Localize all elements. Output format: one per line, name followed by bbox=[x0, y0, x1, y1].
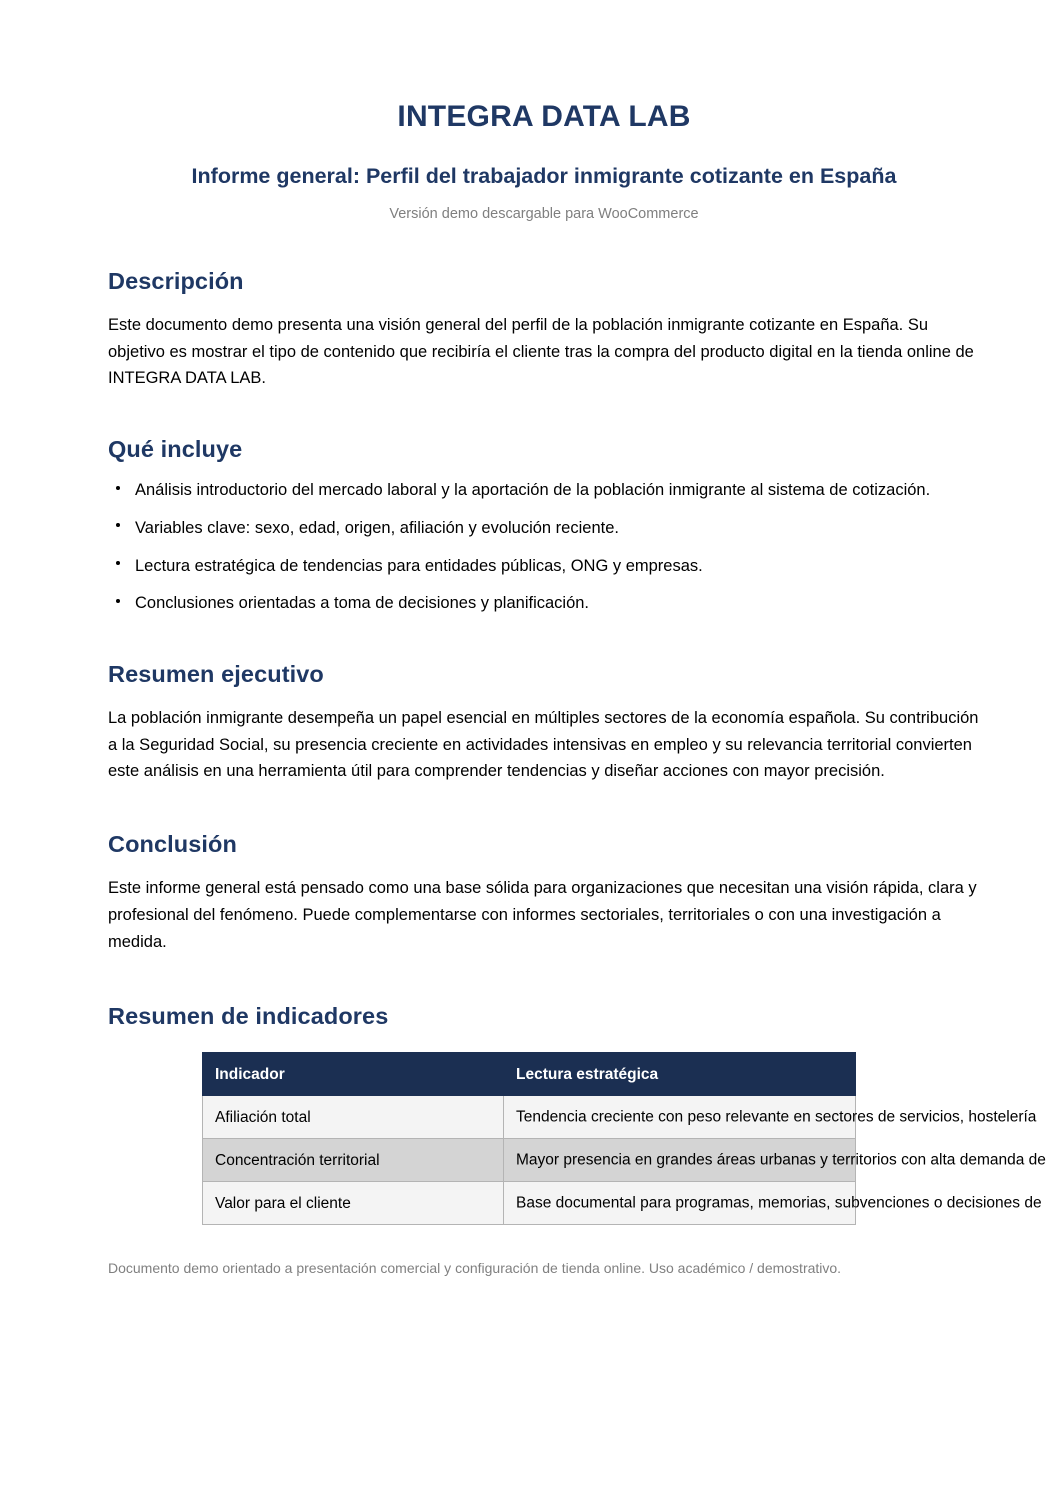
indicadores-table bbox=[202, 1052, 1046, 1225]
cell-lectura-text: Tendencia creciente con peso relevante en sectores de servicios, hostelería bbox=[516, 1108, 1037, 1126]
list-item-label: Lectura estratégica de tendencias para entidades públicas, ONG y empresas. bbox=[135, 556, 703, 575]
document-subtitle: Informe general: Perfil del trabajador inmigrante cotizante en España bbox=[191, 164, 897, 188]
table-row bbox=[203, 1182, 856, 1225]
cell-lectura bbox=[504, 1139, 1046, 1182]
list-item bbox=[108, 590, 980, 617]
list-item-label: Conclusiones orientadas a toma de decisiones y planificación. bbox=[135, 594, 590, 613]
que-incluye-list bbox=[108, 463, 980, 617]
cell-indicador: Valor para el cliente bbox=[203, 1182, 504, 1225]
table-header-row bbox=[203, 1053, 856, 1096]
document-tagline: Versión demo descargable para WooCommerce bbox=[389, 206, 699, 222]
section-paragraph-resumen-ejecutivo: La población inmigrante desempeña un papel esencial en múltiples sectores de la economía española. Su contribución a la Seguridad Social, su presencia creciente en actividades intensivas en empleo y su relevancia territorial convierten este análisis en una herramienta útil para comprender tendencias y diseñar acciones con mayor precisión. bbox=[108, 709, 979, 781]
cell-indicador: Concentración territorial bbox=[203, 1139, 504, 1182]
cell-indicador: Afiliación total bbox=[203, 1096, 504, 1139]
section-heading-resumen-ejecutivo: Resumen ejecutivo bbox=[108, 661, 324, 688]
bullet-dot-icon bbox=[116, 486, 120, 490]
section-heading-resumen-indicadores: Resumen de indicadores bbox=[108, 1003, 389, 1030]
table-row bbox=[203, 1096, 856, 1139]
list-item bbox=[108, 515, 980, 542]
cell-lectura-text: Mayor presencia en grandes áreas urbanas y territorios con alta demanda de bbox=[516, 1151, 1046, 1169]
bullet-dot-icon bbox=[116, 561, 120, 565]
column-header-lectura-estrategica: Lectura estratégica bbox=[504, 1053, 856, 1096]
section-heading-que-incluye: Qué incluye bbox=[108, 436, 243, 463]
list-item bbox=[108, 553, 980, 580]
cell-lectura bbox=[504, 1096, 1037, 1139]
table-row bbox=[203, 1139, 856, 1182]
list-item bbox=[108, 477, 980, 504]
section-paragraph-conclusion: Este informe general está pensado como una base sólida para organizaciones que necesitan una visión rápida, clara y profesional del fenómeno. Puede complementarse con informes sectoriales, territoriales o con una investigación a medida. bbox=[108, 879, 977, 951]
list-item-label: Variables clave: sexo, edad, origen, afiliación y evolución reciente. bbox=[135, 518, 619, 537]
section-paragraph-descripcion: Este documento demo presenta una visión general del perfil de la población inmigrante cotizante en España. Su objetivo es mostrar el tipo de contenido que recibiría el cliente tras la compra del producto digital en la tienda online de INTEGRA DATA LAB. bbox=[108, 316, 974, 388]
cell-lectura bbox=[504, 1182, 1042, 1225]
page-title: INTEGRA DATA LAB bbox=[397, 100, 691, 133]
footer-note: Documento demo orientado a presentación comercial y configuración de tienda online. Uso académico / demostrativo. bbox=[108, 1260, 842, 1277]
list-item-label: Análisis introductorio del mercado laboral y la aportación de la población inmigrante al sistema de cotización. bbox=[135, 481, 931, 500]
indicadores-table-wrapper bbox=[202, 1052, 1046, 1218]
bullet-dot-icon bbox=[116, 599, 120, 603]
section-heading-descripcion: Descripción bbox=[108, 268, 244, 294]
document-content-column bbox=[108, 0, 1046, 1279]
column-header-indicador: Indicador bbox=[203, 1053, 504, 1096]
section-heading-conclusion: Conclusión bbox=[108, 831, 237, 858]
cell-lectura-text: Base documental para programas, memorias, subvenciones o decisiones de bbox=[516, 1194, 1042, 1212]
bullet-dot-icon bbox=[116, 523, 120, 527]
